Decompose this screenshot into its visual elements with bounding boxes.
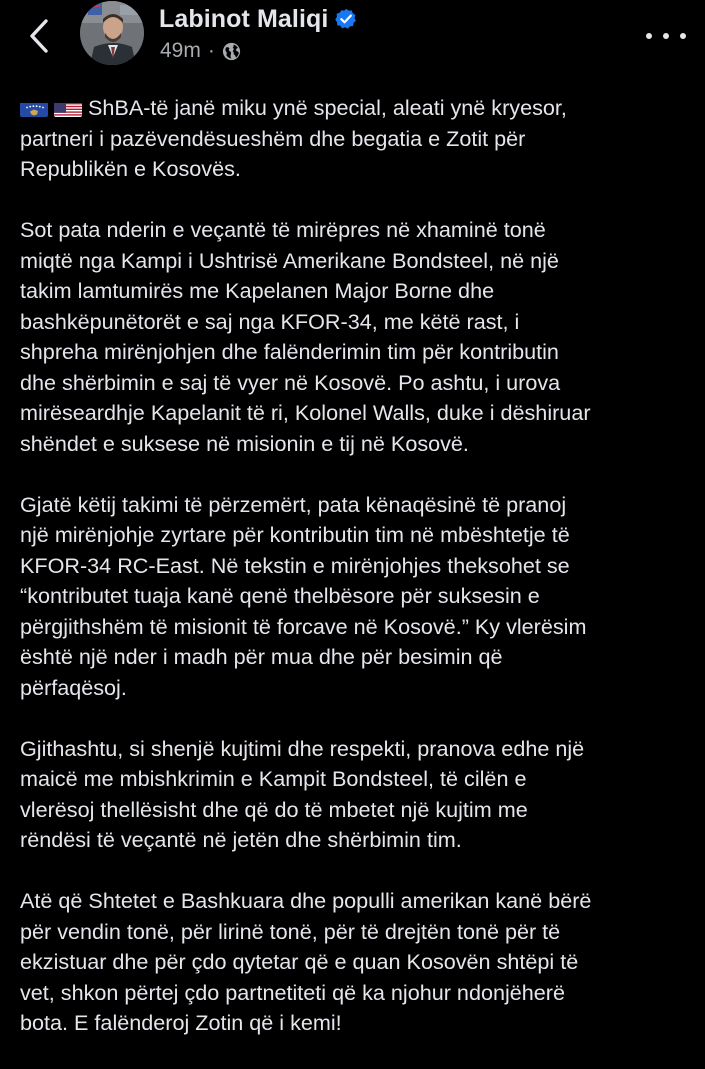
post-paragraph-3: Gjatë këtij takimi të përzemërt, pata kënaqësinë të pranoj një mirënjohje zyrtare për kontributin tim në mbështetje të KFOR-34 RC-East. Në tekstin e mirënjohjes theksohet se “kontributet tuaja kanë qenë thelbësore për suksesin e përgjithshëm të misionit të forcave në Kosovë.” Ky vlerësim është një nder i madh për mua dhe për besimin që përfaqësoj. bbox=[20, 491, 587, 700]
back-button[interactable] bbox=[22, 18, 56, 54]
us-flag-icon bbox=[54, 99, 82, 117]
avatar[interactable] bbox=[80, 1, 144, 65]
post-time[interactable]: 49m bbox=[160, 39, 201, 62]
post-header bbox=[0, 0, 705, 80]
post-body bbox=[20, 93, 700, 1069]
post-paragraph-5: Atë që Shtetet e Bashkuara dhe populli amerikan kanë bërë për vendin tonë, për lirinë tonë, për të drejtën tonë për të ekzistuar dhe për çdo qytetar që e quan Kosovën shtëpi të vet, shkon përtej çdo partnetiteti që ka njohur ndonjëherë bota. E falënderoj Zotin që i kemi! bbox=[20, 888, 592, 1035]
author-name[interactable]: Labinot Maliqi bbox=[159, 4, 329, 33]
globe-icon bbox=[222, 42, 241, 61]
paragraph-text: ShBA-të janë miku ynë special, aleati ynë kryesor, partneri i pazëvendësueshëm dhe begatia e Zotit për Republikën e Kosovës. bbox=[20, 95, 567, 181]
post-meta bbox=[160, 38, 241, 64]
author-row bbox=[159, 4, 357, 34]
post-paragraph-1 bbox=[20, 93, 700, 185]
chevron-left-icon bbox=[28, 18, 50, 54]
more-options-button[interactable] bbox=[646, 26, 686, 46]
more-horizontal-icon bbox=[646, 33, 652, 39]
post-paragraph-4: Gjithashtu, si shenjë kujtimi dhe respekti, pranova edhe një maicë me mbishkrimin e Kampit Bondsteel, të cilën e vlerësoj thellësisht dhe që do të mbetet një kujtim me rëndësi të veçantë në jetën dhe shërbimin tim. bbox=[20, 735, 585, 852]
more-horizontal-icon-dot bbox=[680, 33, 686, 39]
verified-badge-icon bbox=[335, 8, 357, 30]
meta-separator: · bbox=[207, 39, 215, 62]
more-horizontal-icon-dot bbox=[663, 33, 669, 39]
post-paragraph-2: Sot pata nderin e veçantë të mirëpres në xhaminë tonë miqtë nga Kampi i Ushtrisë Amerikane Bondsteel, në një takim lamtumirës me Kapelanen Major Borne dhe bashkëpunëtorët e saj nga KFOR-34, me këtë rast, i shpreha mirënjohjen dhe falënderimin tim për kontributin dhe shërbimin e saj të vyer në Kosovë. Po ashtu, i urova mirëseardhje Kapelanit të ri, Kolonel Walls, duke i dëshiruar shëndet e suksese në misionin e tij në Kosovë. bbox=[20, 217, 591, 456]
avatar-image bbox=[80, 1, 144, 65]
kosovo-flag-icon bbox=[20, 99, 48, 117]
